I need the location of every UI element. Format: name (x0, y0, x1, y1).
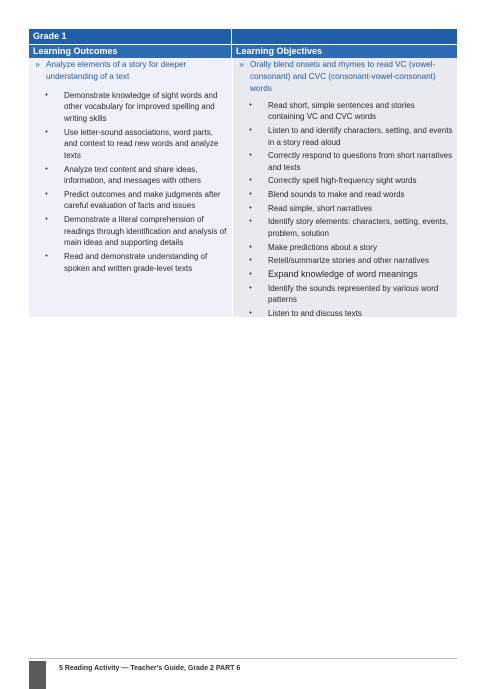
bullet-icon: • (249, 177, 252, 185)
list-item (233, 283, 453, 306)
curriculum-table (29, 29, 457, 317)
learning-outcomes-header: Learning Outcomes (29, 45, 232, 58)
body-row (29, 58, 457, 317)
list-item (29, 127, 228, 161)
list-item (233, 175, 453, 186)
grade-row-filler (232, 29, 457, 44)
outcome-main-text: Analyze elements of a story for deeper understanding of a text (46, 60, 187, 81)
bullet-icon: • (249, 152, 252, 160)
list-item (233, 189, 453, 200)
list-item-text: Retell/summarize stories and other narratives (268, 256, 429, 266)
grade-label: Grade 1 (29, 29, 232, 44)
bullet-icon: • (45, 216, 48, 224)
bullet-icon: • (45, 253, 48, 261)
list-item-text: Read and demonstrate understanding of spoken and written grade-level texts (64, 252, 208, 273)
learning-objectives-header: Learning Objectives (232, 45, 457, 58)
list-item (29, 164, 228, 187)
list-item (233, 242, 453, 253)
outcome-main-point (29, 59, 228, 83)
list-item-text: Read short, simple sentences and stories containing VC and CVC words (268, 101, 415, 122)
list-item (29, 214, 228, 248)
bullet-icon: • (45, 191, 48, 199)
list-item-text: Predict outcomes and make judgments after careful evaluation of facts and issues (64, 190, 221, 211)
list-item-text: Listen to and discuss texts (268, 308, 362, 318)
list-item (29, 90, 228, 124)
grade-row (29, 29, 457, 44)
outcomes-column (29, 58, 232, 317)
list-item-text: Correctly respond to questions from short narratives and texts (268, 151, 453, 172)
bullet-icon: • (249, 284, 252, 292)
list-item-text: Read simple, short narratives (268, 203, 373, 213)
header-row (29, 45, 457, 58)
list-item-text: Demonstrate knowledge of sight words and other vocabulary for improved spelling and writing skills (64, 91, 218, 123)
page-footer (29, 658, 457, 672)
list-item (233, 100, 453, 123)
list-item (233, 203, 453, 214)
objectives-column (232, 58, 457, 317)
footer-text: 5 Reading Activity — Teacher's Guide, Grade 2 PART 6 (59, 665, 241, 672)
footer-tab-marker (29, 661, 46, 689)
outcome-list (29, 90, 228, 274)
bullet-icon: • (45, 92, 48, 99)
list-item (233, 308, 453, 319)
list-item-text: Demonstrate a literal comprehension of readings through identification and analysis of main ideas and supporting details (64, 215, 227, 248)
bullet-icon: • (249, 309, 252, 317)
list-item (233, 255, 453, 266)
list-item-text: Use letter-sound associations, word parts, and context to read new words and analyze texts (64, 127, 219, 160)
bullet-icon: • (249, 102, 252, 109)
bullet-icon: • (45, 128, 48, 136)
list-item-text: Expand knowledge of word meanings (268, 268, 418, 279)
list-item-text: Identify story elements: characters, setting, events, problem, solution (268, 217, 449, 238)
bullet-icon: • (249, 127, 252, 135)
list-item-text: Identify the sounds represented by various word patterns (268, 283, 439, 305)
list-item (233, 216, 453, 239)
list-item-text: Analyze text content and share ideas, information, and messages with others (64, 164, 201, 186)
bullet-icon: • (249, 243, 252, 251)
bullet-icon: • (249, 204, 252, 212)
list-item (233, 150, 453, 173)
list-item-text: Make predictions about a story (268, 242, 377, 252)
list-item (233, 125, 453, 148)
chevron-bullet-icon: » (35, 60, 40, 69)
bullet-icon: • (249, 191, 252, 199)
bullet-icon: • (45, 165, 48, 173)
list-item-text: Listen to and identify characters, setting, and events in a story read aloud (268, 126, 453, 147)
chevron-bullet-icon: » (239, 60, 244, 69)
list-item (233, 269, 453, 280)
list-item-text: Correctly spell high-frequency sight words (268, 176, 417, 186)
objective-main-point (233, 59, 453, 95)
bullet-icon: • (249, 218, 252, 226)
list-item (29, 251, 228, 274)
bullet-icon: • (249, 257, 252, 265)
objective-main-text: Orally blend onsets and rhymes to read VC (vowel-consonant) and CVC (consonant-vowel-consonant) words (250, 60, 436, 93)
list-item-text: Blend sounds to make and read words (268, 190, 405, 200)
bullet-icon: • (249, 270, 252, 278)
list-item (29, 189, 228, 212)
objective-list (233, 100, 453, 319)
